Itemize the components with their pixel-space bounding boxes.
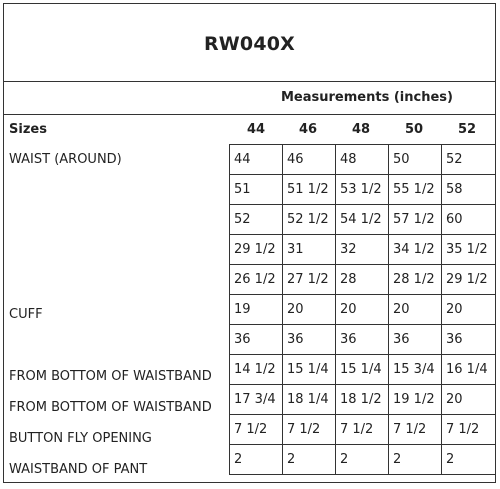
- table-row: [230, 145, 496, 175]
- table-cell: 19: [230, 295, 283, 325]
- table-row: [230, 415, 496, 445]
- table-cell: 20: [336, 295, 389, 325]
- size-header-44: 44: [246, 122, 266, 137]
- table-cell: 7 1/2: [442, 415, 496, 445]
- size-header-52: 52: [457, 122, 477, 137]
- table-cell: 2: [442, 445, 496, 475]
- sizes-header-row: [0, 115, 500, 143]
- table-cell: 20: [442, 295, 496, 325]
- table-cell: 51: [230, 175, 283, 205]
- table-cell: 29 1/2: [442, 265, 496, 295]
- table-cell: 36: [442, 325, 496, 355]
- table-cell: 57 1/2: [389, 205, 442, 235]
- table-cell: 2: [336, 445, 389, 475]
- table-cell: 2: [389, 445, 442, 475]
- size-header-46: 46: [298, 122, 318, 137]
- table-cell: 36: [389, 325, 442, 355]
- table-cell: 7 1/2: [389, 415, 442, 445]
- table-row: [230, 355, 496, 385]
- table-cell: 2: [283, 445, 336, 475]
- table-row: [230, 325, 496, 355]
- title-band: [3, 3, 496, 82]
- row-label: FROM BOTTOM OF WAISTBAND: [9, 369, 212, 384]
- table-cell: 48: [336, 145, 389, 175]
- measurements-header: [0, 82, 500, 115]
- row-label: WAISTBAND OF PANT: [9, 462, 148, 477]
- table-row: [230, 385, 496, 415]
- table-cell: 50: [389, 145, 442, 175]
- row-label: CUFF: [9, 307, 43, 322]
- table-cell: 7 1/2: [230, 415, 283, 445]
- table-cell: 54 1/2: [336, 205, 389, 235]
- table-cell: 36: [283, 325, 336, 355]
- table-cell: 20: [389, 295, 442, 325]
- table-cell: 28 1/2: [389, 265, 442, 295]
- table-cell: 44: [230, 145, 283, 175]
- table-cell: 32: [336, 235, 389, 265]
- table-row: [230, 265, 496, 295]
- table-cell: 16 1/4: [442, 355, 496, 385]
- table-cell: 31: [283, 235, 336, 265]
- table-cell: 17 3/4: [230, 385, 283, 415]
- row-label: FROM BOTTOM OF WAISTBAND: [9, 400, 212, 415]
- table-cell: 29 1/2: [230, 235, 283, 265]
- table-cell: 15 3/4: [389, 355, 442, 385]
- table-cell: 52 1/2: [283, 205, 336, 235]
- table-row: [230, 295, 496, 325]
- table-row: [230, 175, 496, 205]
- table-cell: 46: [283, 145, 336, 175]
- table-cell: 27 1/2: [283, 265, 336, 295]
- table-row: [230, 445, 496, 475]
- table-cell: 20: [283, 295, 336, 325]
- table-cell: 7 1/2: [283, 415, 336, 445]
- table-cell: 36: [336, 325, 389, 355]
- table-cell: 2: [230, 445, 283, 475]
- table-cell: 20: [442, 385, 496, 415]
- table-cell: 52: [230, 205, 283, 235]
- size-header-50: 50: [404, 122, 424, 137]
- chart-title: RW040X: [203, 33, 296, 55]
- row-label: WAIST (AROUND): [9, 152, 122, 167]
- table-row: [230, 205, 496, 235]
- table-cell: 15 1/4: [336, 355, 389, 385]
- row-label: BUTTON FLY OPENING: [9, 431, 152, 446]
- table-cell: 52: [442, 145, 496, 175]
- table-cell: 7 1/2: [336, 415, 389, 445]
- table-cell: 53 1/2: [336, 175, 389, 205]
- table-cell: 35 1/2: [442, 235, 496, 265]
- table-cell: 36: [230, 325, 283, 355]
- table-cell: 55 1/2: [389, 175, 442, 205]
- measurements-table: [229, 144, 496, 475]
- table-cell: 18 1/4: [283, 385, 336, 415]
- measurements-label: Measurements (inches): [281, 90, 453, 105]
- table-cell: 15 1/4: [283, 355, 336, 385]
- table-cell: 19 1/2: [389, 385, 442, 415]
- table-cell: 60: [442, 205, 496, 235]
- table-row: [230, 235, 496, 265]
- table-cell: 26 1/2: [230, 265, 283, 295]
- table-cell: 34 1/2: [389, 235, 442, 265]
- size-header-48: 48: [351, 122, 371, 137]
- sizes-label: Sizes: [9, 122, 47, 137]
- table-cell: 14 1/2: [230, 355, 283, 385]
- table-cell: 18 1/2: [336, 385, 389, 415]
- table-cell: 51 1/2: [283, 175, 336, 205]
- table-cell: 58: [442, 175, 496, 205]
- table-cell: 28: [336, 265, 389, 295]
